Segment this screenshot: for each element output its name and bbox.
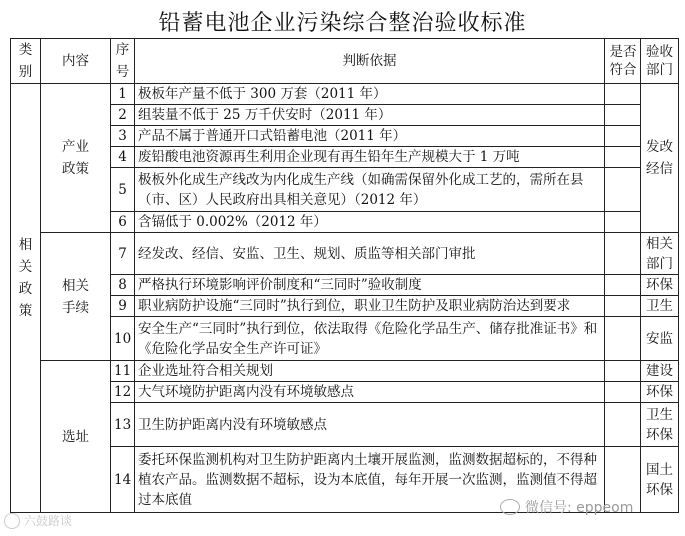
row-criteria: 经发改、经信、安监、卫生、规划、质监等相关部门审批 xyxy=(135,233,605,275)
row-number: 10 xyxy=(111,317,135,361)
table-row xyxy=(11,296,679,317)
dept-cell: 卫生 xyxy=(641,296,679,317)
row-number: 8 xyxy=(111,275,135,296)
watermark-left-text: 六鼓路谈 xyxy=(24,514,73,528)
row-criteria: 极板年产量不低于 300 万套（2011 年） xyxy=(135,84,605,105)
row-number: 6 xyxy=(111,212,135,233)
row-number: 13 xyxy=(111,403,135,447)
watermark-right xyxy=(500,497,633,517)
dept-cell: 卫生环保 xyxy=(641,403,679,447)
table-row xyxy=(11,317,679,361)
row-number: 9 xyxy=(111,296,135,317)
compliance-cell xyxy=(605,296,641,317)
compliance-cell xyxy=(605,147,641,168)
table-row xyxy=(11,168,679,212)
row-criteria: 职业病防护设施“三同时”执行到位，职业卫生防护及职业病防治达到要求 xyxy=(135,296,605,317)
compliance-cell xyxy=(605,105,641,126)
row-number: 5 xyxy=(111,168,135,212)
watermark-right-text: 微信号: eppeom xyxy=(525,500,634,516)
header-seq: 序号 xyxy=(111,39,135,84)
row-criteria: 大气环境防护距离内没有环境敏感点 xyxy=(135,382,605,403)
row-number: 1 xyxy=(111,84,135,105)
compliance-cell xyxy=(605,361,641,382)
compliance-cell xyxy=(605,382,641,403)
row-number: 14 xyxy=(111,447,135,513)
table-row xyxy=(11,233,679,275)
table-row xyxy=(11,403,679,447)
table-row xyxy=(11,382,679,403)
dept-cell: 相关部门 xyxy=(641,233,679,275)
row-criteria: 废铅酸电池资源再生利用企业现有再生铅年生产规模大于 1 万吨 xyxy=(135,147,605,168)
row-criteria: 委托环保监测机构对卫生防护距离内土壤开展监测，监测数据超标的，不得种植农产品。监测数据不超标，设为本底值，每年开展一次监测，监测值不得超过本底值 xyxy=(135,447,605,513)
dept-cell: 国土环保 xyxy=(641,447,679,513)
header-category: 类别 xyxy=(11,39,41,84)
table-row xyxy=(11,361,679,382)
wechat-icon xyxy=(500,499,520,515)
row-number: 4 xyxy=(111,147,135,168)
row-number: 3 xyxy=(111,126,135,147)
table-row xyxy=(11,275,679,296)
header-compliant: 是否符合 xyxy=(605,39,641,84)
table-row xyxy=(11,126,679,147)
compliance-cell xyxy=(605,403,641,447)
row-criteria: 产品不属于普通开口式铅蓄电池（2011 年） xyxy=(135,126,605,147)
watermark-logo-icon xyxy=(4,513,20,529)
compliance-cell xyxy=(605,233,641,275)
header-dept: 验收部门 xyxy=(641,39,679,84)
compliance-cell xyxy=(605,126,641,147)
row-criteria: 企业选址符合相关规划 xyxy=(135,361,605,382)
row-criteria: 组装量不低于 25 万千伏安时（2011 年） xyxy=(135,105,605,126)
table-row xyxy=(11,147,679,168)
row-criteria: 极板外化成生产线改为内化成生产线（如确需保留外化成工艺的，需所在县（市、区）人民政府出具相关意见）（2012 年） xyxy=(135,168,605,212)
category-cell: 相关政策 xyxy=(11,84,41,513)
table-row xyxy=(11,212,679,233)
compliance-cell xyxy=(605,275,641,296)
acceptance-table xyxy=(10,38,679,513)
group-industrial-policy: 产业政策 xyxy=(41,84,111,233)
row-number: 11 xyxy=(111,361,135,382)
group-site: 选址 xyxy=(41,361,111,513)
dept-cell: 发改经信 xyxy=(641,84,679,233)
row-number: 7 xyxy=(111,233,135,275)
table-row xyxy=(11,84,679,105)
header-criteria: 判断依据 xyxy=(135,39,605,84)
page-title: 铅蓄电池企业污染综合整治验收标准 xyxy=(158,11,527,36)
table-row xyxy=(11,105,679,126)
dept-cell: 环保 xyxy=(641,382,679,403)
table-header-row xyxy=(11,39,679,84)
row-criteria: 卫生防护距离内没有环境敏感点 xyxy=(135,403,605,447)
row-criteria: 严格执行环境影响评价制度和“三同时”验收制度 xyxy=(135,275,605,296)
dept-cell: 环保 xyxy=(641,275,679,296)
row-criteria: 含镉低于 0.002%（2012 年） xyxy=(135,212,605,233)
row-number: 12 xyxy=(111,382,135,403)
dept-cell: 建设 xyxy=(641,361,679,382)
compliance-cell xyxy=(605,317,641,361)
dept-cell: 安监 xyxy=(641,317,679,361)
group-procedures: 相关手续 xyxy=(41,233,111,361)
compliance-cell xyxy=(605,168,641,212)
compliance-cell xyxy=(605,84,641,105)
header-content: 内容 xyxy=(41,39,111,84)
watermark-left xyxy=(4,512,72,529)
row-criteria: 安全生产“三同时”执行到位，依法取得《危险化学品生产、储存批准证书》和《危险化学品安全生产许可证》 xyxy=(135,317,605,361)
row-number: 2 xyxy=(111,105,135,126)
compliance-cell xyxy=(605,212,641,233)
